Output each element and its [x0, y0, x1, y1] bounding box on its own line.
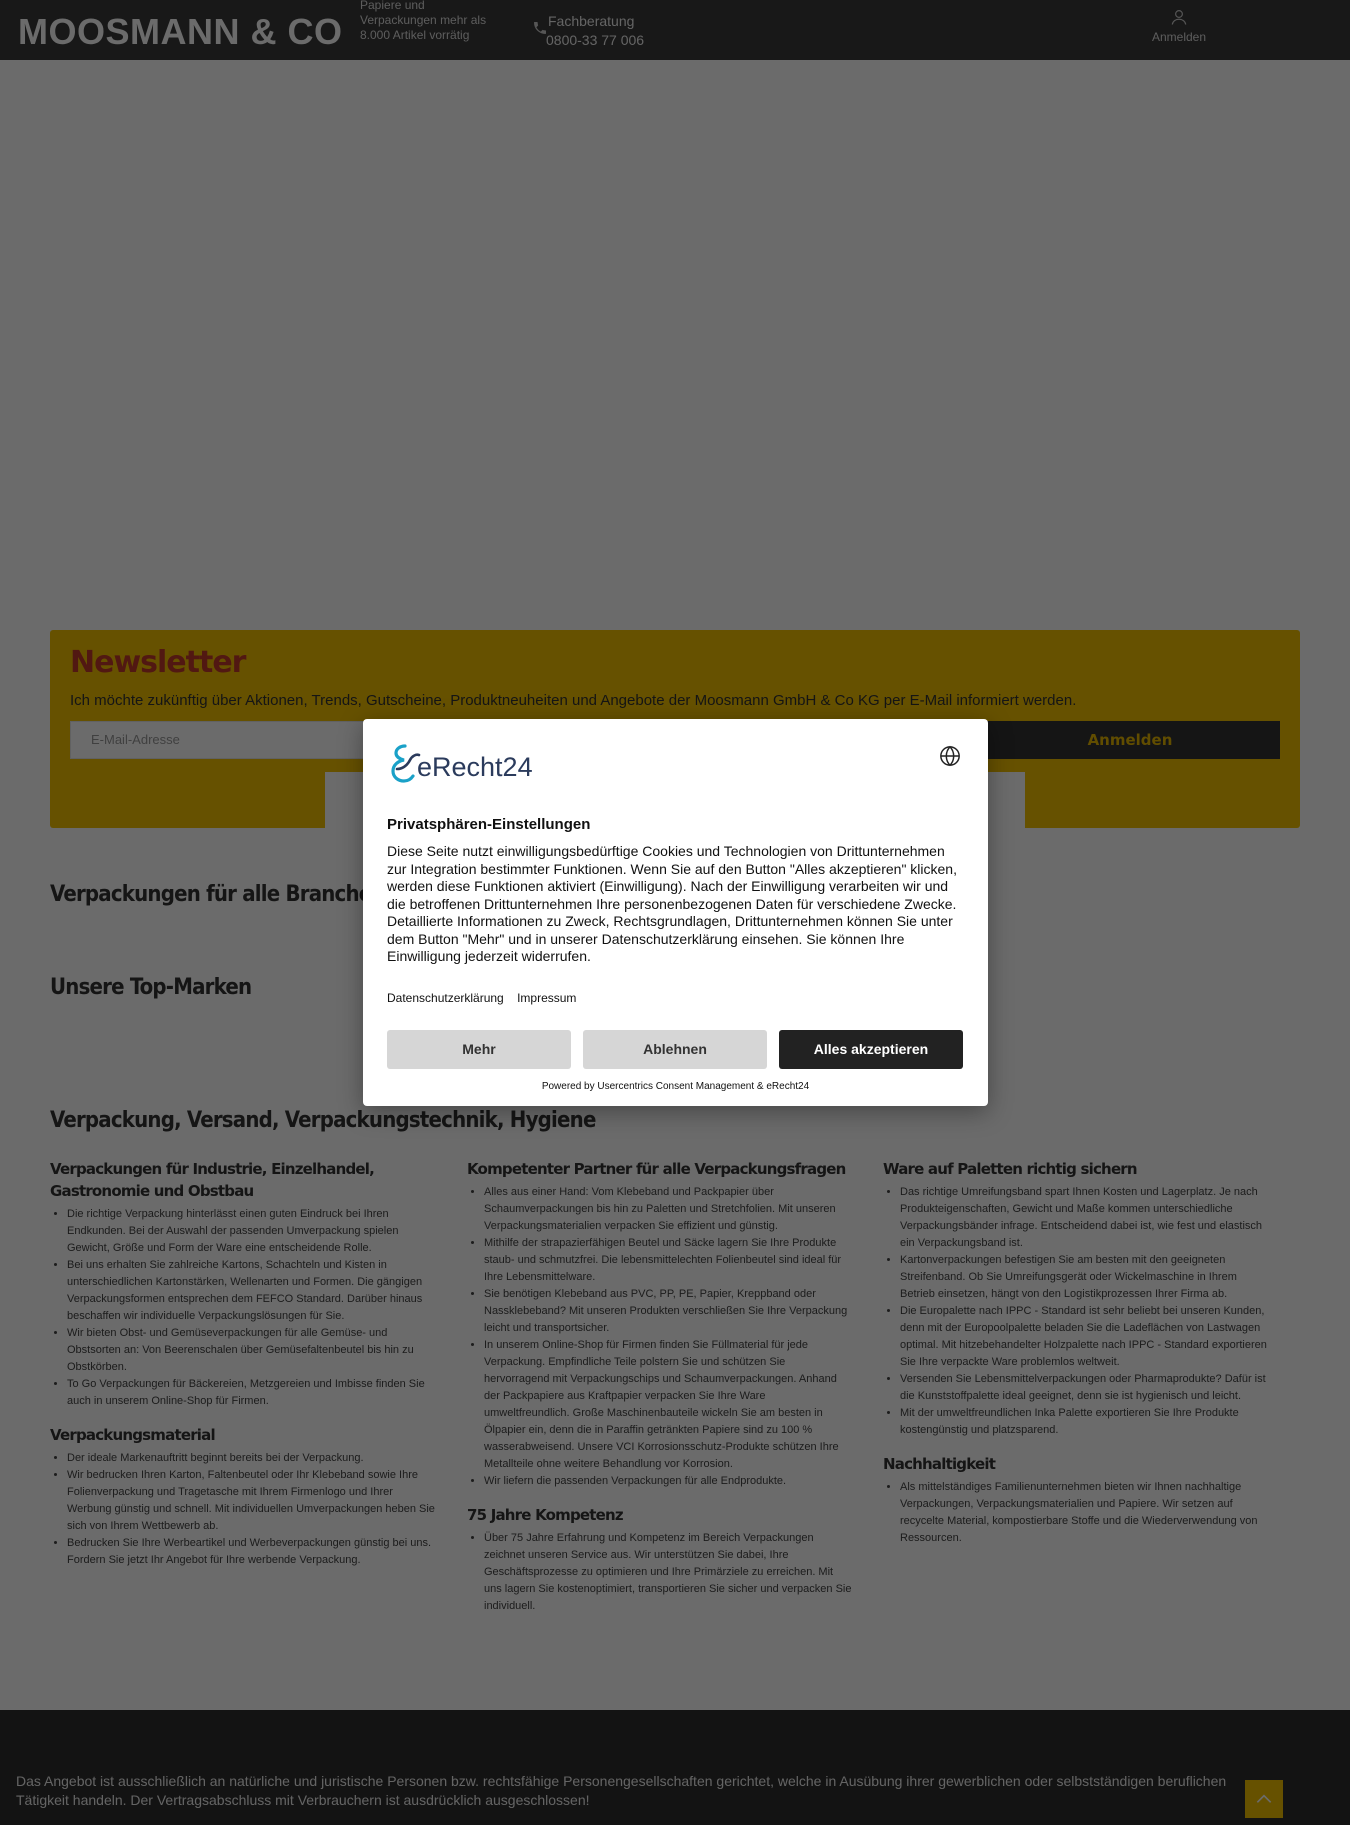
language-globe-icon[interactable]: [939, 745, 961, 767]
decline-button[interactable]: Ablehnen: [583, 1030, 767, 1069]
more-button[interactable]: Mehr: [387, 1030, 571, 1069]
powered-by-text: Powered by Usercentrics Consent Management & eRecht24: [541, 1081, 810, 1092]
consent-dialog: [363, 719, 988, 1106]
consent-links: [387, 991, 586, 1005]
accept-all-button[interactable]: Alles akzeptieren: [779, 1030, 963, 1069]
consent-title: Privatsphären-Einstellungen: [387, 816, 591, 833]
consent-brand: eRecht24: [417, 752, 533, 782]
consent-text: Diese Seite nutzt einwilligungsbedürftige Cookies und Technologien von Drittunternehmen zur Integration bestimmter Funktionen. Wenn Sie auf den Button "Alles akzeptieren" klicken, werden diese Funktionen aktiviert (Einwilligung). Nach der Einwilligung verarbeiten wir und die betroffenen Drittunternehmen Ihre personenbezogenen Daten für verschiedene Zwecke. Detaillierte Informationen zu Zweck, Rechtsgrundlagen, Drittunternehmen können Sie unter dem Button "Mehr" und in unserer Datenschutzerklärung einsehen. Sie können Ihre Einwilligung jederzeit widerrufen.: [387, 843, 957, 964]
privacy-policy-link[interactable]: Datenschutzerklärung: [387, 991, 504, 1005]
imprint-link[interactable]: Impressum: [517, 991, 577, 1005]
